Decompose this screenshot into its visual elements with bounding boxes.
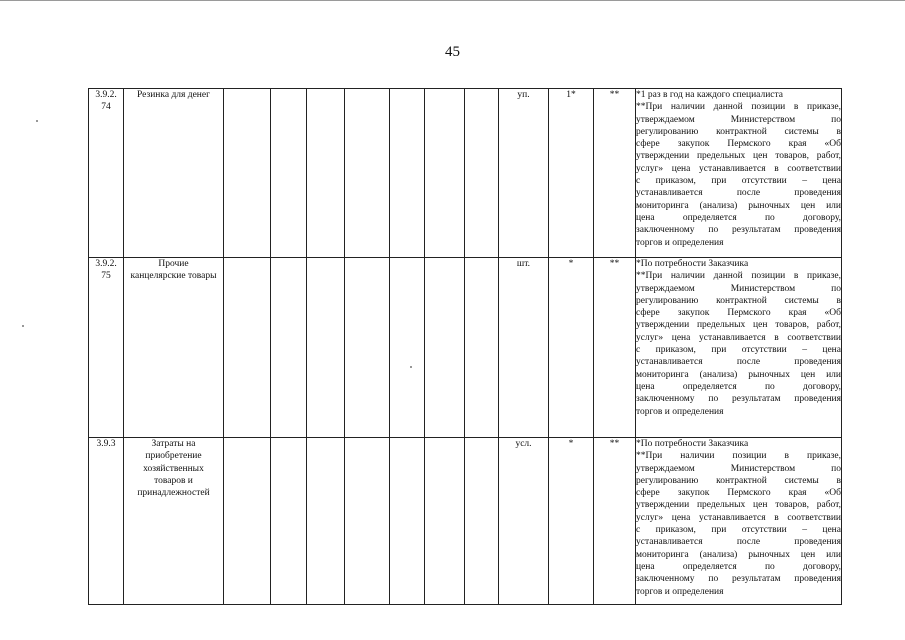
note-line: заключенному по результатам проведения [636,225,841,236]
empty-cell [425,438,465,605]
note-line: цена определяется по договору, [636,381,841,392]
empty-cell [271,438,307,605]
note-line: сфере закупок Пермского края «Об [636,308,841,319]
unit-cell: усл. [499,438,549,605]
empty-cell [345,89,390,258]
table-row [89,438,842,605]
empty-cell [224,89,271,258]
empty-cell [271,89,307,258]
note-line: **При наличии данной позиции в приказе, [636,271,841,282]
empty-cell [307,89,345,258]
empty-cell [425,89,465,258]
note-line: утверждаемом Министерством по [636,283,841,294]
empty-cell [390,438,425,605]
empty-cell [345,438,390,605]
note-cell [636,438,842,605]
note-line: мониторинга (анализа) рыночных цен или [636,549,841,560]
note-line: утверждении предельных цен товаров, работ, [636,151,841,162]
empty-cell [390,89,425,258]
unit-cell: уп. [499,89,549,258]
empty-cell [425,258,465,438]
note-line: торгов и определения [636,586,724,597]
empty-cell [345,258,390,438]
empty-cell [465,438,499,605]
note-line: заключенному по результатам проведения [636,394,841,405]
scan-speck [22,325,24,327]
empty-cell [271,258,307,438]
empty-cell [390,258,425,438]
note-line: регулированию контрактной системы в [636,126,841,137]
note-line: утверждаемом Министерством по [636,114,841,125]
unit-cell: шт. [499,258,549,438]
note-line: утверждении предельных цен товаров, работ, [636,500,841,511]
note-line: устанавливается после проведения [636,188,841,199]
note-line: мониторинга (анализа) рыночных цен или [636,200,841,211]
empty-cell [465,258,499,438]
note-line: с приказом, при отсутствии – цена [636,176,841,187]
note-line: торгов и определения [636,406,724,417]
note-line: **При наличии позиции в приказе, [636,451,841,462]
note-line: устанавливается после проведения [636,357,841,368]
empty-cell [307,438,345,605]
page-number: 45 [445,44,460,60]
note-line: услуг» цена устанавливается в соответствии [636,163,841,174]
note-line: услуг» цена устанавливается в соответствии [636,512,841,523]
item-name-cell: Резинка для денег [124,89,224,258]
table-row [89,89,842,258]
item-name-cell: Прочие канцелярские товары [124,258,224,438]
scan-top-edge [0,0,905,1]
note-line: *По потребности Заказчика [636,439,749,449]
note-line: *1 раз в год на каждого специалиста [636,90,783,100]
note-line: мониторинга (анализа) рыночных цен или [636,369,841,380]
price-cell: ** [594,258,636,438]
note-line: регулированию контрактной системы в [636,475,841,486]
procurement-table [88,88,842,605]
note-line: с приказом, при отсутствии – цена [636,525,841,536]
note-line: *По потребности Заказчика [636,259,749,269]
price-cell: ** [594,89,636,258]
note-cell [636,89,842,258]
note-line: торгов и определения [636,237,724,248]
scan-speck [410,366,412,368]
note-line: цена определяется по договору, [636,561,841,572]
note-line: устанавливается после проведения [636,537,841,548]
note-line: услуг» цена устанавливается в соответствии [636,332,841,343]
scan-speck [36,120,38,122]
item-name-cell: Затраты на приобретение хозяйственных товаров и принадлежностей [124,438,224,605]
row-number-cell: 3.9.3 [89,438,124,605]
table-row [89,258,842,438]
note-line: утверждении предельных цен товаров, работ, [636,320,841,331]
note-line: сфере закупок Пермского края «Об [636,488,841,499]
row-number-cell: 3.9.2. 74 [89,89,124,258]
quantity-cell: * [549,258,594,438]
empty-cell [224,438,271,605]
note-line: регулированию контрактной системы в [636,295,841,306]
empty-cell [465,89,499,258]
note-cell [636,258,842,438]
note-line: заключенному по результатам проведения [636,574,841,585]
note-line: утверждаемом Министерством по [636,463,841,474]
note-line: с приказом, при отсутствии – цена [636,345,841,356]
row-number-cell: 3.9.2. 75 [89,258,124,438]
empty-cell [307,258,345,438]
note-line: сфере закупок Пермского края «Об [636,139,841,150]
note-line: цена определяется по договору, [636,212,841,223]
price-cell: ** [594,438,636,605]
empty-cell [224,258,271,438]
quantity-cell: 1* [549,89,594,258]
note-line: **При наличии данной позиции в приказе, [636,102,841,113]
quantity-cell: * [549,438,594,605]
